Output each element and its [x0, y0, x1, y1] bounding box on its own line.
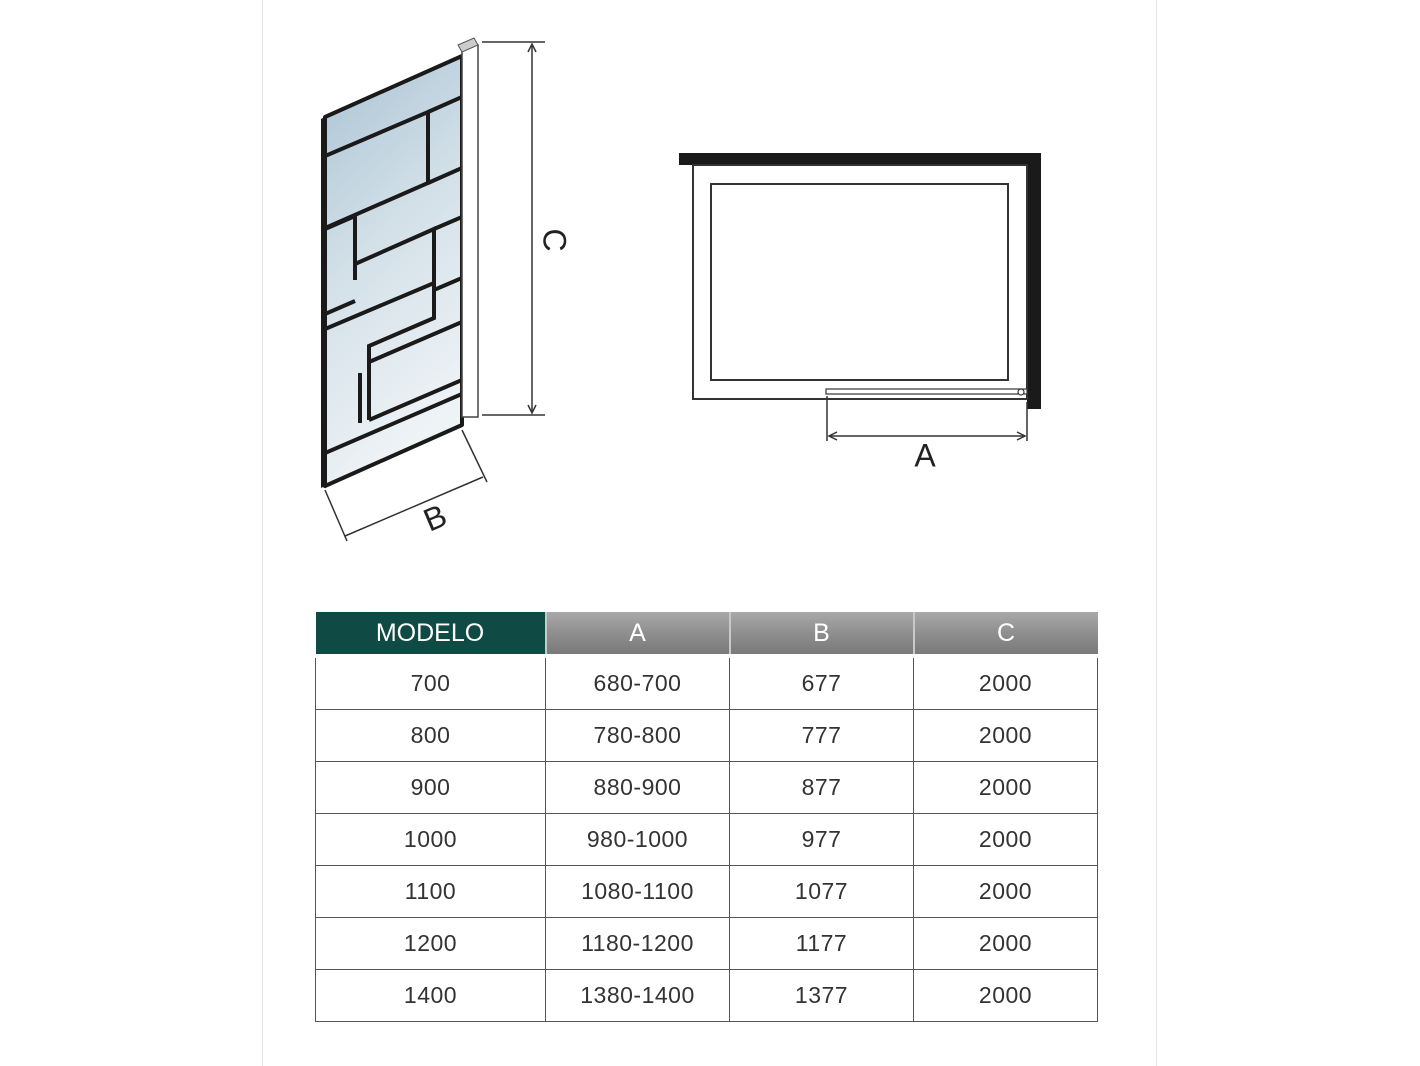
cell-b: 677	[730, 656, 914, 710]
cell-modelo: 1400	[316, 970, 546, 1022]
cell-c: 2000	[914, 710, 1098, 762]
cell-a: 1080-1100	[546, 866, 730, 918]
cell-c: 2000	[914, 970, 1098, 1022]
table-row	[316, 970, 1098, 1022]
dimension-c-line	[482, 42, 545, 415]
cell-modelo: 900	[316, 762, 546, 814]
cell-modelo: 1000	[316, 814, 546, 866]
cell-modelo: 800	[316, 710, 546, 762]
dimension-c-label: C	[536, 228, 573, 252]
table-row	[316, 710, 1098, 762]
cell-b: 877	[730, 762, 914, 814]
header-c: C	[914, 612, 1098, 656]
cell-b: 977	[730, 814, 914, 866]
cell-modelo: 700	[316, 656, 546, 710]
cell-modelo: 1200	[316, 918, 546, 970]
header-a: A	[546, 612, 730, 656]
cell-a: 880-900	[546, 762, 730, 814]
cell-b: 1177	[730, 918, 914, 970]
glass-panel-drawing	[321, 38, 478, 488]
table-row	[316, 814, 1098, 866]
shower-top-view	[679, 153, 1041, 409]
cell-a: 780-800	[546, 710, 730, 762]
cell-a: 1180-1200	[546, 918, 730, 970]
dimension-a-line	[827, 396, 1027, 441]
cell-a: 1380-1400	[546, 970, 730, 1022]
dimension-a-label: A	[914, 437, 936, 474]
cell-a: 680-700	[546, 656, 730, 710]
header-modelo: MODELO	[316, 612, 546, 656]
table-row	[316, 918, 1098, 970]
model-dimensions-table	[315, 612, 1098, 1022]
cell-b: 1077	[730, 866, 914, 918]
cell-c: 2000	[914, 866, 1098, 918]
cell-c: 2000	[914, 656, 1098, 710]
table-header-row	[316, 612, 1098, 656]
cell-b: 777	[730, 710, 914, 762]
header-b: B	[730, 612, 914, 656]
cell-b: 1377	[730, 970, 914, 1022]
table-row	[316, 762, 1098, 814]
cell-a: 980-1000	[546, 814, 730, 866]
cell-c: 2000	[914, 814, 1098, 866]
table-row	[316, 656, 1098, 710]
cell-modelo: 1100	[316, 866, 546, 918]
dimension-b-label: B	[418, 496, 452, 539]
table-row	[316, 866, 1098, 918]
cell-c: 2000	[914, 918, 1098, 970]
cell-c: 2000	[914, 762, 1098, 814]
